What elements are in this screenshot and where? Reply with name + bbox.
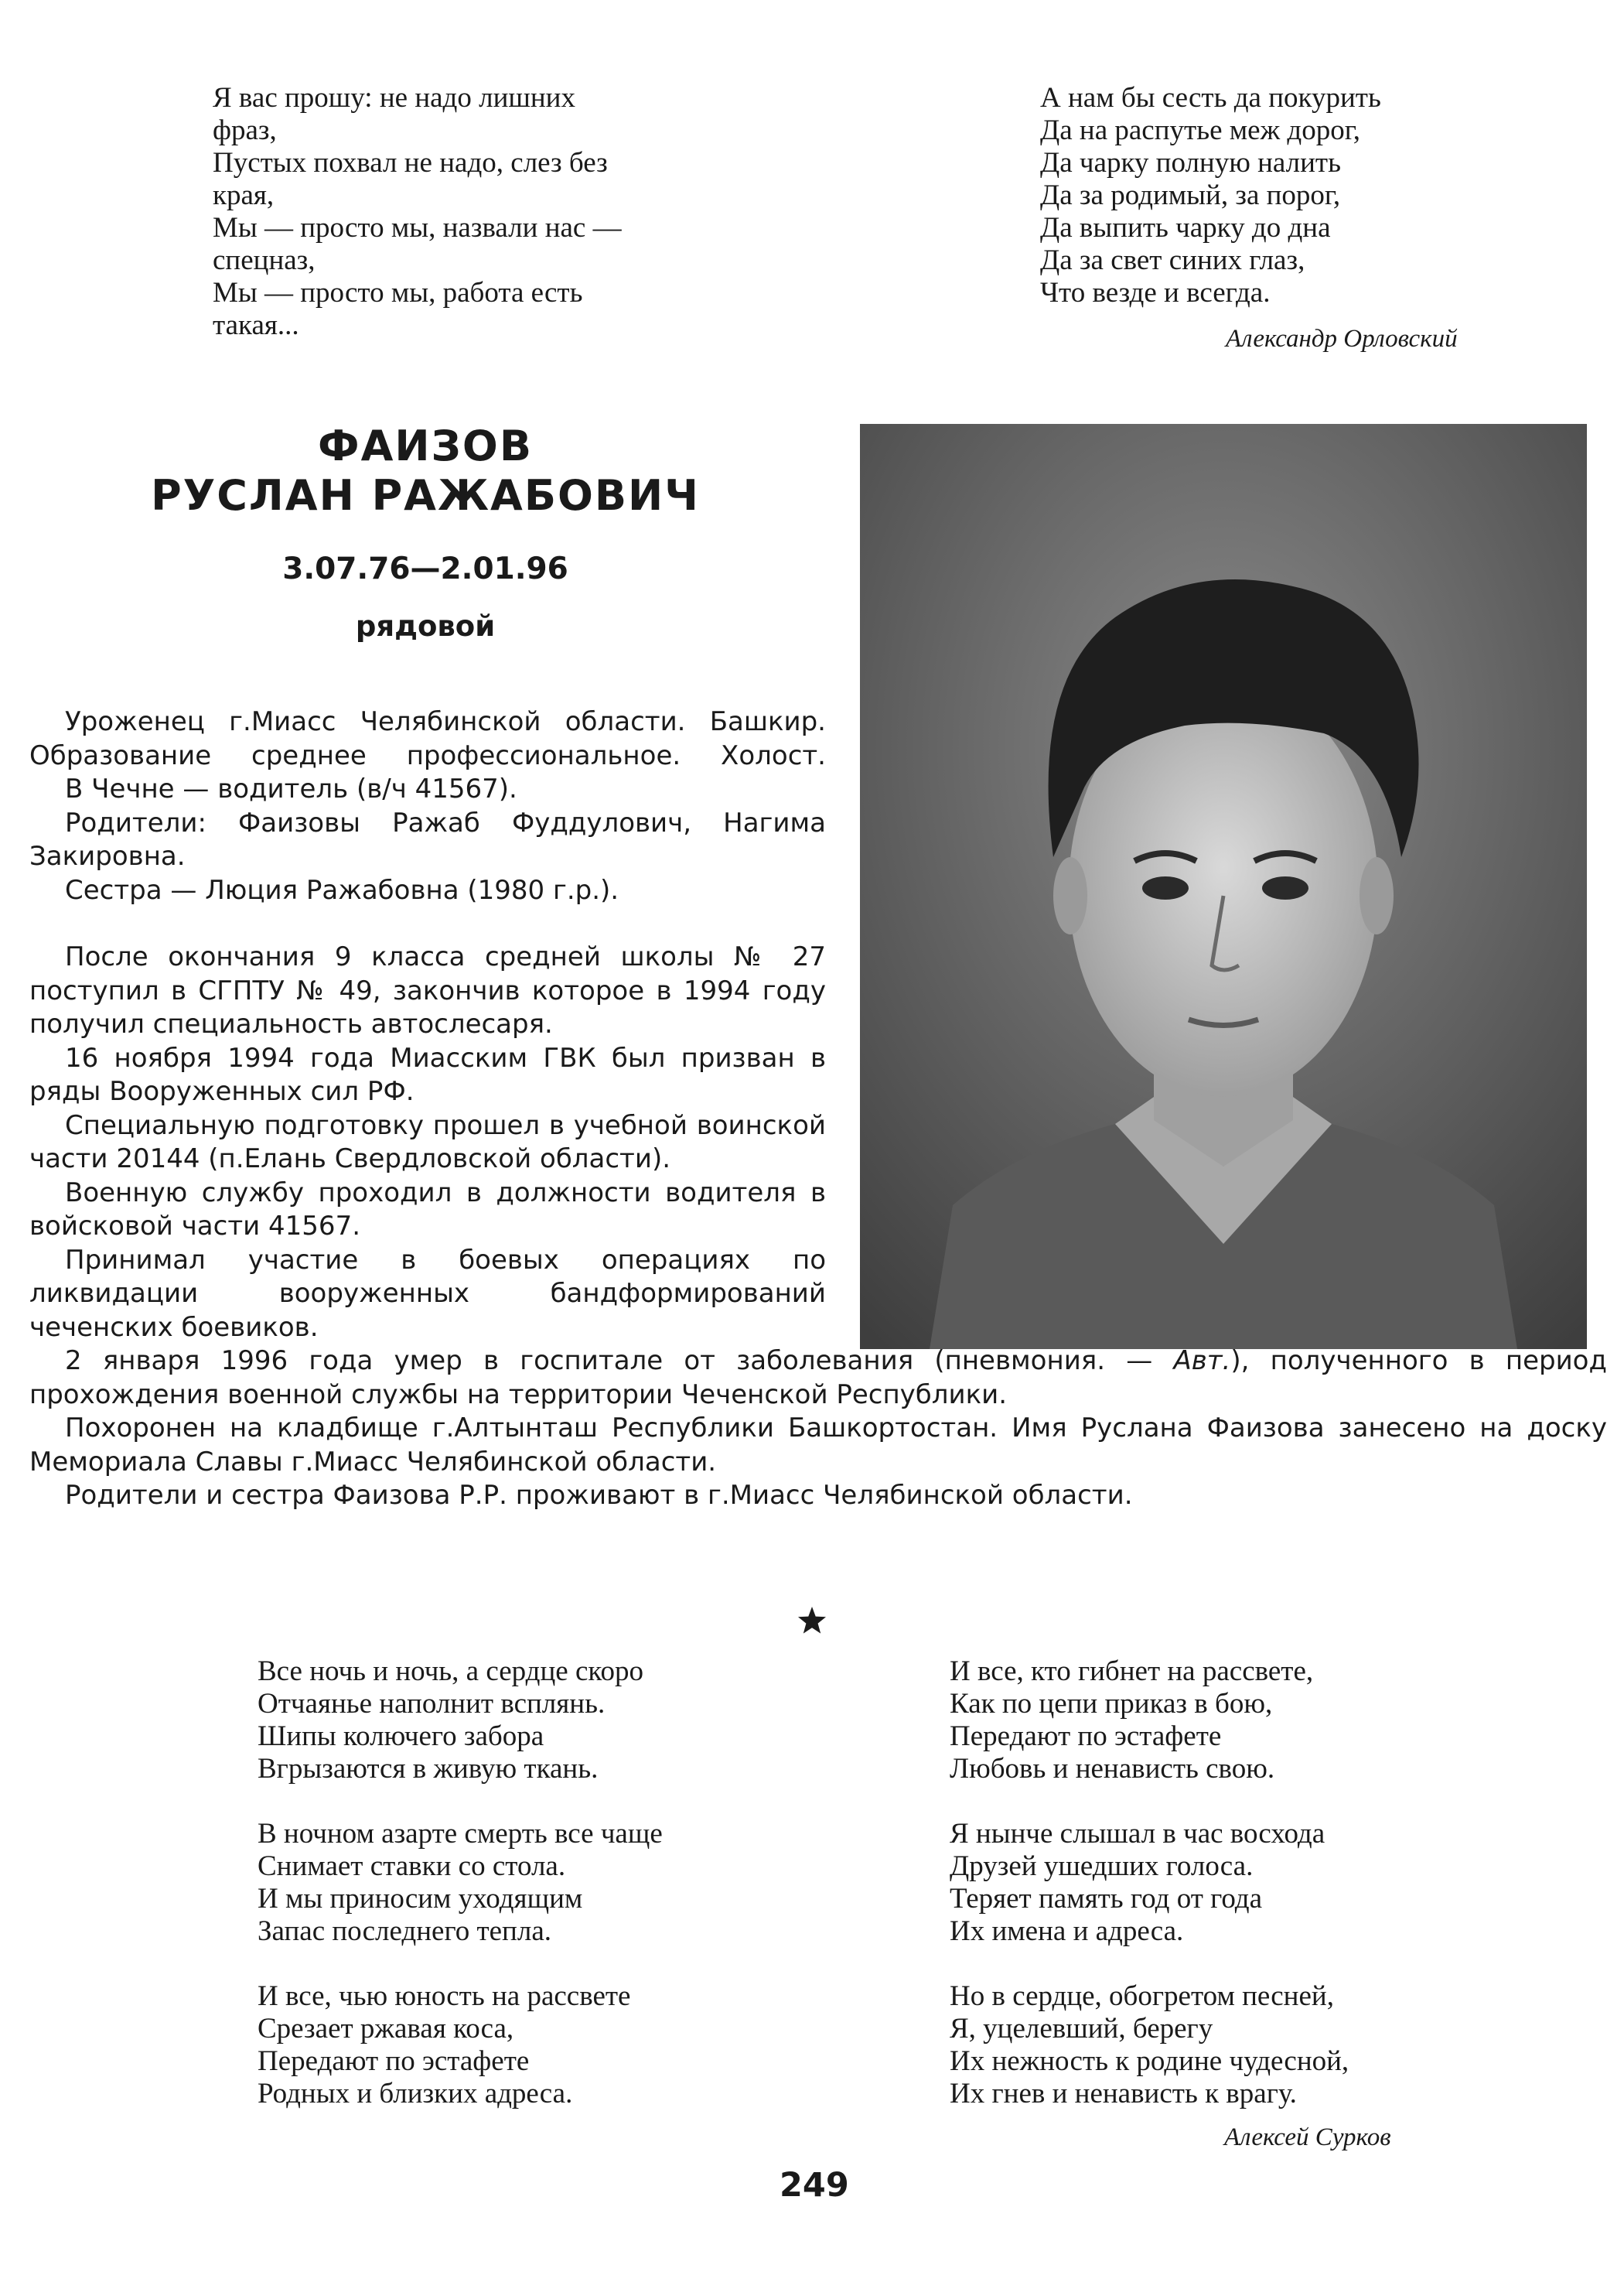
bottom-poem-author: Алексей Сурков	[1224, 2123, 1391, 2151]
poem-line: фраз,	[213, 114, 277, 146]
page-number: 249	[780, 2166, 849, 2205]
poem-line: Вгрызаются в живую ткань.	[258, 1753, 599, 1785]
poem-line: Да на распутье меж дорог,	[1040, 114, 1360, 146]
bio-paragraph: Уроженец г.Миасс Челябинской области. Башкир. Образование среднее профессиональное. Холост.	[29, 706, 826, 771]
poem-line: Но в сердце, обогретом песней,	[950, 1980, 1334, 2012]
poem-line: Их гнев и ненависть к врагу.	[950, 2078, 1297, 2109]
poem-line: Все ночь и ночь, а сердце скоро	[258, 1655, 643, 1687]
bio-paragraph: Специальную подготовку прошел в учебной воинской части 20144 (п.Елань Свердловской области).	[29, 1109, 826, 1174]
military-rank: рядовой	[355, 610, 496, 643]
author-abbreviation: Авт.	[1173, 1345, 1231, 1376]
bio-text: 2 января 1996 года умер в госпитале от заболевания (пневмония. —	[65, 1345, 1174, 1376]
poem-line: Как по цепи приказ в бою,	[950, 1688, 1273, 1720]
poem-line: такая...	[213, 309, 299, 341]
poem-line: Друзей ушедших голоса.	[950, 1850, 1254, 1882]
top-right-poem	[1040, 82, 1381, 309]
bottom-poem-left-column	[258, 1655, 663, 2110]
poem-line: Я, уцелевший, берегу	[950, 2013, 1213, 2045]
poem-line: Запас последнего тепла.	[258, 1915, 551, 1947]
stanza	[950, 1655, 1349, 1785]
bio-paragraph: После окончания 9 класса средней школы № 27 поступил в СГПТУ № 49, закончив которое в 1994 году получил специальность автослесаря.	[29, 941, 826, 1040]
stanza	[258, 1655, 663, 1785]
poem-line: И все, чью юность на рассвете	[258, 1980, 631, 2012]
poem-line: Передают по эстафете	[950, 1720, 1222, 1752]
poem-line: Снимает ставки со стола.	[258, 1850, 566, 1882]
poem-line: Теряет память год от года	[950, 1883, 1263, 1915]
bio-paragraph: Родители: Фаизовы Ражаб Фуддулович, Нагима Закировна.	[29, 807, 826, 872]
poem-line: Их нежность к родине чудесной,	[950, 2045, 1349, 2077]
poem-line: Что везде и всегда.	[1040, 277, 1271, 309]
bio-paragraph: Родители и сестра Фаизова Р.Р. проживают в г.Миасс Челябинской области.	[65, 1480, 1133, 1511]
poem-line: спецназ,	[213, 244, 316, 276]
poem-line: Родных и близких адреса.	[258, 2078, 573, 2109]
bio-paragraph: Военную службу проходил в должности водителя в войсковой части 41567.	[29, 1177, 826, 1242]
poem-line: В ночном азарте смерть все чаще	[258, 1818, 663, 1850]
bio-paragraph: Принимал участие в боевых операциях по ликвидации вооруженных бандформирований чеченских боевиков.	[29, 1244, 826, 1343]
star-shape	[797, 1605, 827, 1636]
bio-text: ), полученного в период прохождения военной службы на территории Чеченской Республики.	[29, 1345, 1607, 1410]
poem-line: Пустых похвал не надо, слез без	[213, 147, 608, 179]
person-surname: ФАИЗОВ	[318, 422, 533, 470]
bio-paragraph: Сестра — Люция Ражабовна (1980 г.р.).	[65, 874, 619, 906]
life-dates: 3.07.76—2.01.96	[282, 552, 568, 586]
poem-line: Отчаянье наполнит всплянь.	[258, 1688, 606, 1720]
bio-paragraph: 16 ноября 1994 года Миасским ГВК был призван в ряды Вооруженных сил РФ.	[29, 1042, 826, 1107]
poem-line: А нам бы сесть да покурить	[1040, 82, 1381, 114]
stanza	[258, 1980, 663, 2110]
stanza	[950, 1980, 1349, 2110]
poem-line: Их имена и адреса.	[950, 1915, 1184, 1947]
poem-line: Срезает ржавая коса,	[258, 2013, 514, 2045]
top-poem-author: Александр Орловский	[1226, 325, 1458, 353]
poem-line: Да за свет синих глаз,	[1040, 244, 1305, 276]
person-given-names: РУСЛАН РАЖАБОВИЧ	[151, 471, 700, 520]
poem-line: Передают по эстафете	[258, 2045, 530, 2077]
poem-line: Я нынче слышал в час восхода	[950, 1818, 1325, 1850]
poem-line: Я вас прошу: не надо лишних	[213, 82, 575, 114]
poem-line: Мы — просто мы, назвали нас —	[213, 212, 622, 244]
poem-line: Шипы колючего забора	[258, 1720, 544, 1752]
person-header	[139, 422, 711, 643]
bottom-poem-right-column	[950, 1655, 1349, 2110]
stanza	[950, 1818, 1349, 1948]
bio-paragraph: В Чечне — водитель (в/ч 41567).	[65, 774, 517, 805]
poem-line: И все, кто гибнет на рассвете,	[950, 1655, 1314, 1687]
bio-paragraph	[29, 1344, 1607, 1412]
biography	[29, 705, 1607, 1513]
poem-line: Да выпить чарку до дна	[1040, 212, 1331, 244]
star-icon	[797, 1605, 827, 1640]
poem-line: И мы приносим уходящим	[258, 1883, 583, 1915]
poem-line: Мы — просто мы, работа есть	[213, 277, 583, 309]
poem-line: края,	[213, 179, 275, 211]
top-left-poem	[213, 82, 622, 342]
stanza	[258, 1818, 663, 1948]
poem-line: Любовь и ненависть свою.	[950, 1753, 1275, 1785]
poem-line: Да за родимый, за порог,	[1040, 179, 1341, 211]
poem-line: Да чарку полную налить	[1040, 147, 1341, 179]
bio-paragraph: Похоронен на кладбище г.Алтынташ Республики Башкортостан. Имя Руслана Фаизова занесено на доску Мемориала Славы г.Миасс Челябинской области.	[29, 1413, 1607, 1477]
